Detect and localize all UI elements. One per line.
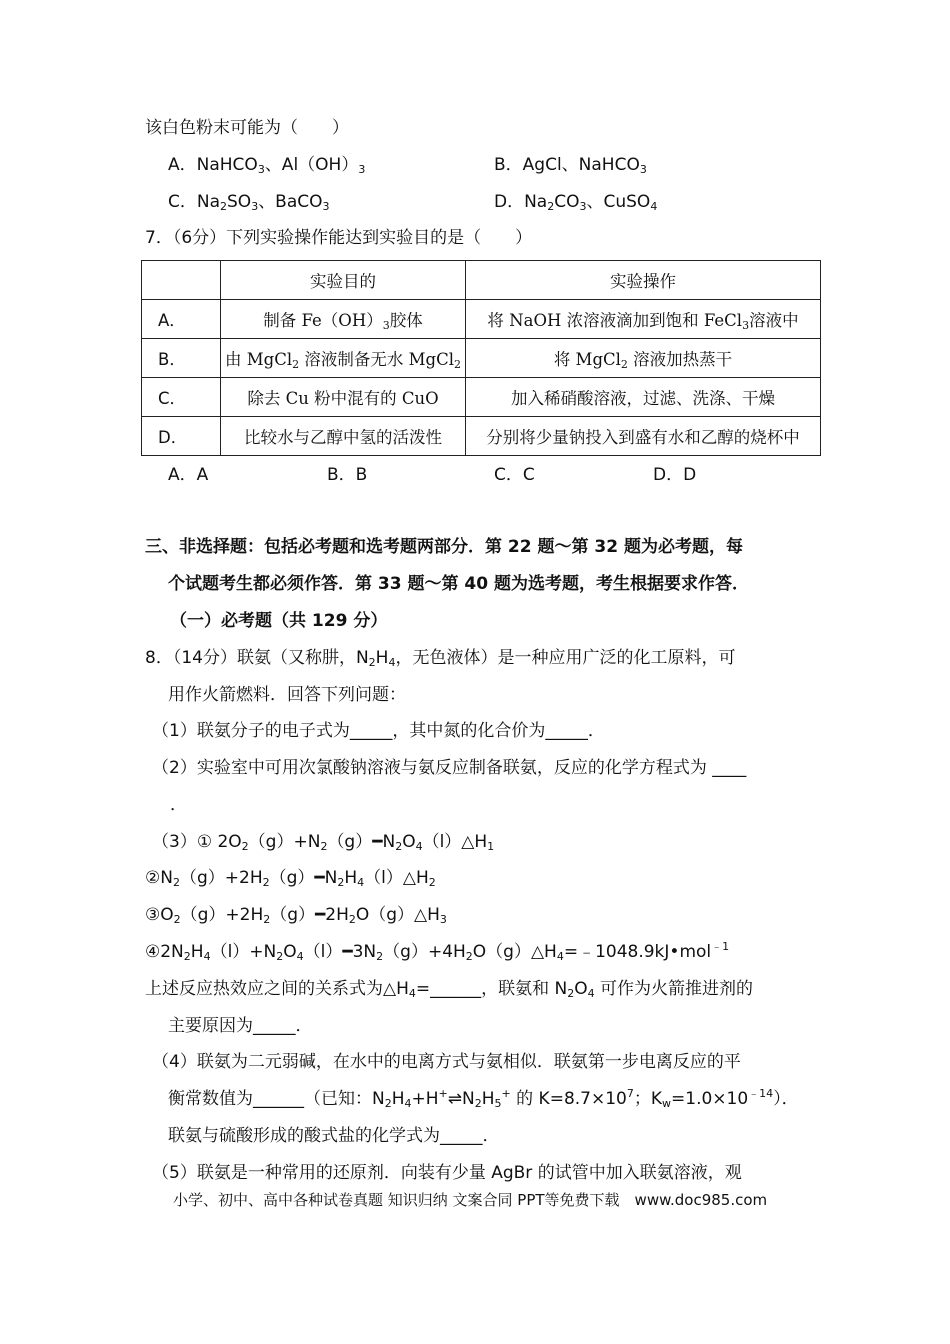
row-purpose: 除去 Cu 粉中混有的 CuO [221,378,466,417]
table-row [142,300,821,339]
row-purpose: 比较水与乙醇中氢的活泼性 [221,417,466,456]
q7-answer-a: A．A [168,465,209,485]
section-title-line2: 个试题考生都必须作答．第 33 题～第 40 题为选考题，考生根据要求作答． [168,574,749,594]
q8-part4-line1: （4）联氨为二元弱碱，在水中的电离方式与氨相似．联氨第一步电离反应的平 [152,1052,741,1072]
row-label: D． [142,417,221,456]
equation-2: $②N_2(g)+2H_2(g)━N_2H_4(l)\triangle H_2$ [145,868,436,889]
table-cell [142,261,221,300]
q6-option-c: C．$Na_2SO_3$、BaCO$_3$ [168,192,330,213]
q8-part5: （5）联氨是一种常用的还原剂．向装有少量 AgBr 的试管中加入联氨溶液，观 [152,1163,742,1183]
q8-part4-line3: 联氨与硫酸形成的酸式盐的化学式为_____． [168,1126,500,1146]
equation-1: （3）① $2O_2(g)+N_2(g)━N_2O_4(l)\triangle H_1$ [152,832,495,853]
table-row [142,378,821,417]
q6-option-a: A．NaHCO$_3$、$Al(OH)_3$ [168,155,366,176]
page-footer: 小学、初中、高中各种试卷真题 知识归纳 文案合同 PPT等免费下载 www.doc985.com [173,1191,768,1209]
q7-answer-d: D．D [653,465,697,485]
row-operation: 分别将少量钠投入到盛有水和乙醇的烧杯中 [466,417,821,456]
equation-3: $③O_2(g)+2H_2(g)━2H_2O(g)\triangle H_3$ [145,905,447,926]
q6-option-b: B．AgCl、NaHCO$_3$ [494,155,647,176]
section-subtitle: （一）必考题（共 129 分） [170,611,388,631]
header-operation: 实验操作 [466,261,821,300]
q8-part4-line2: 衡常数值为______（已知：$N_2H_4+H^+\rightleftharpoons N_2H_5^+$ 的 $K=8.7\times 10^7$；$K_w=1.0\times 10^{﹣14}$）． [168,1087,799,1110]
table-header-row [142,261,821,300]
relation-line: 上述反应热效应之间的关系式为$\triangle H_4=\_\_\_\_\_\_$，联氨和 $N_2O_4$ 可作为火箭推进剂的 [145,979,754,1000]
q7-answer-b: B．B [327,465,368,485]
q7-answer-c: C．C [494,465,535,485]
q8-part2: （2）实验室中可用次氯酸钠溶液与氨反应制备联氨，反应的化学方程式为 ____ [152,758,747,778]
equation-4: $④2N_2H_4(l)+N_2O_4(l)━3N_2(g)+4H_2O(g)\triangle H_4=﹣1048.9kJ•mol^{﹣1}$ [145,940,730,963]
row-label: B． [142,339,221,378]
q6-option-d: D．$Na_2CO_3$、CuSO$_4$ [494,192,658,213]
q8-part2-end: ． [170,795,187,815]
header-purpose: 实验目的 [221,261,466,300]
table-row [142,339,821,378]
row-operation: 加入稀硝酸溶液，过滤、洗涤、干燥 [466,378,821,417]
row-label: A． [142,300,221,339]
relation-line2: 主要原因为_____． [168,1016,313,1036]
row-operation: 将 NaOH 浓溶液滴加到饱和 FeCl$_3$溶液中 [466,300,821,339]
experiment-table [141,260,821,456]
row-label: C． [142,378,221,417]
section-title-line1: 三、非选择题：包括必考题和选考题两部分．第 22 题～第 32 题为必考题，每 [145,537,743,557]
q8-stem-line1: 8．（14分）联氨（又称肼，$N_2H_4$，无色液体）是一种应用广泛的化工原料，可 [145,648,736,669]
row-purpose: 制备 $Fe(OH)_3$胶体 [221,300,466,339]
q8-part1: （1）联氨分子的电子式为_____，其中氮的化合价为_____． [152,721,605,741]
q6-stem: 该白色粉末可能为（ ） [145,118,349,138]
row-operation: 将 MgCl$_2$ 溶液加热蒸干 [466,339,821,378]
q8-stem-line2: 用作火箭燃料．回答下列问题： [168,685,406,705]
table-row [142,417,821,456]
q7-stem: 7．（6分）下列实验操作能达到实验目的是（ ） [145,228,533,248]
row-purpose: 由 MgCl$_2$ 溶液制备无水 MgCl$_2$ [221,339,466,378]
